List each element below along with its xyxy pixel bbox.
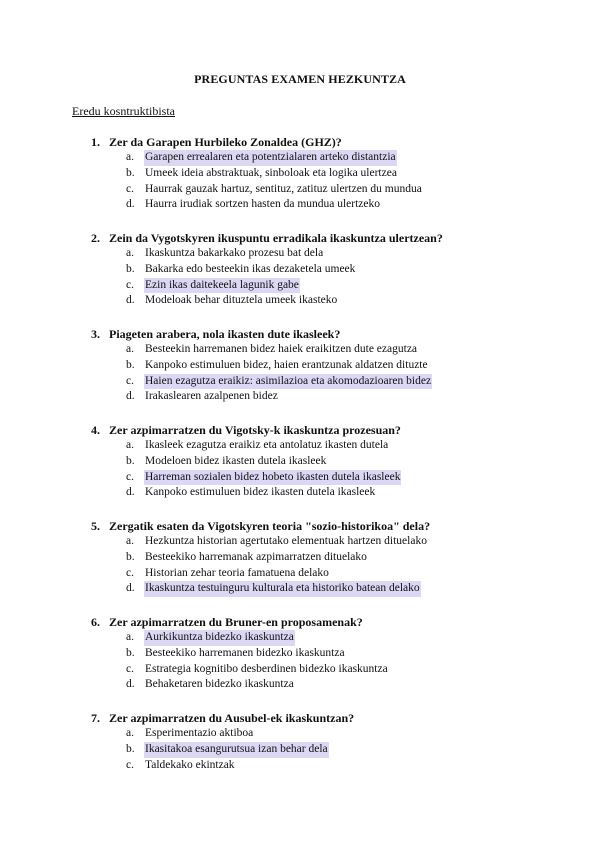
answer-option xyxy=(0,438,600,454)
answer-option xyxy=(0,646,600,662)
option-text: Taldekako ekintzak xyxy=(145,758,235,771)
answer-option xyxy=(0,550,600,566)
option-letter: c. xyxy=(126,182,134,195)
option-text: Behaketaren bidezko ikaskuntza xyxy=(145,678,294,691)
answer-option-highlighted xyxy=(0,374,600,390)
answer-option xyxy=(0,182,600,198)
question-4 xyxy=(0,422,600,501)
option-text: Harreman sozialen bidez hobeto ikasten dutela ikasleek xyxy=(144,470,401,486)
question-heading xyxy=(0,614,600,630)
answer-option-highlighted xyxy=(0,150,600,166)
option-text: Hezkuntza historian agertutako elementuak hartzen dituelako xyxy=(145,535,427,547)
option-letter: b. xyxy=(126,454,135,467)
question-heading xyxy=(0,422,600,438)
option-letter: c. xyxy=(126,374,134,387)
question-heading xyxy=(0,518,600,534)
document-title: PREGUNTAS EXAMEN HEZKUNTZA xyxy=(194,72,406,86)
option-text: Besteekiko harremanen bidezko ikaskuntza xyxy=(145,646,345,659)
option-letter: b. xyxy=(126,358,135,371)
option-text: Haien ezagutza eraikiz: asimilazioa eta akomodazioaren bidez xyxy=(144,374,432,390)
answer-option xyxy=(0,166,600,182)
option-text: Esperimentazio aktiboa xyxy=(145,727,254,739)
answer-options xyxy=(0,630,600,693)
option-letter: d. xyxy=(126,390,135,403)
question-2 xyxy=(0,230,600,309)
option-letter: d. xyxy=(126,582,135,595)
answer-option xyxy=(0,726,600,742)
answer-option xyxy=(0,342,600,358)
option-letter: a. xyxy=(126,631,134,643)
option-letter: a. xyxy=(126,727,134,739)
option-letter: a. xyxy=(126,439,134,451)
answer-option xyxy=(0,389,600,405)
option-text: Haurra irudiak sortzen hasten da mundua ulertzeko xyxy=(145,198,381,211)
option-letter: a. xyxy=(126,535,134,547)
option-text: Garapen errealaren eta potentzialaren arteko distantzia xyxy=(144,150,397,166)
option-text: Ikaskuntza testuinguru kulturala eta historiko batean delako xyxy=(144,581,421,597)
answer-option xyxy=(0,262,600,278)
question-text: Zein da Vygotskyren ikuspuntu erradikala ikaskuntza ulertzean? xyxy=(109,231,443,245)
option-text: Haurrak gauzak hartuz, sentituz, zatituz ulertzen du mundua xyxy=(145,182,422,195)
option-letter: b. xyxy=(126,646,135,659)
option-letter: c. xyxy=(126,566,134,579)
question-list xyxy=(0,134,600,790)
question-text: Piageten arabera, nola ikasten dute ikasleek? xyxy=(109,327,341,341)
answer-options xyxy=(0,726,600,773)
answer-options xyxy=(0,438,600,501)
option-text: Ikasitakoa esangurutsua izan behar dela xyxy=(144,742,329,758)
option-letter: b. xyxy=(126,742,135,755)
answer-option xyxy=(0,358,600,374)
option-letter: b. xyxy=(126,550,135,563)
option-text: Ikaskuntza bakarkako prozesu bat dela xyxy=(145,247,324,259)
option-letter: d. xyxy=(126,198,135,211)
answer-option-highlighted xyxy=(0,742,600,758)
question-number: 2. xyxy=(91,231,100,245)
answer-option-highlighted xyxy=(0,630,600,646)
answer-options xyxy=(0,150,600,213)
option-letter: d. xyxy=(126,294,135,307)
question-number: 7. xyxy=(91,711,100,725)
question-number: 5. xyxy=(91,519,100,533)
option-letter: d. xyxy=(126,678,135,691)
answer-option xyxy=(0,758,600,774)
question-heading xyxy=(0,326,600,342)
option-letter: a. xyxy=(126,151,134,163)
answer-option xyxy=(0,485,600,501)
answer-option-highlighted xyxy=(0,278,600,294)
question-heading xyxy=(0,230,600,246)
answer-option xyxy=(0,246,600,262)
answer-option xyxy=(0,293,600,309)
answer-option xyxy=(0,534,600,550)
question-text: Zer azpimarratzen du Ausubel-ek ikaskuntzan? xyxy=(109,711,355,725)
question-number: 3. xyxy=(91,327,100,341)
option-letter: a. xyxy=(126,247,134,259)
option-text: Kanpoko estimuluen bidez, haien erantzunak aldatzen dituzte xyxy=(145,358,428,371)
question-1 xyxy=(0,134,600,213)
answer-option xyxy=(0,197,600,213)
option-letter: c. xyxy=(126,278,134,291)
question-number: 6. xyxy=(91,615,100,629)
question-text: Zer azpimarratzen du Vigotsky-k ikaskuntza prozesuan? xyxy=(109,423,401,437)
option-letter: c. xyxy=(126,758,134,771)
answer-options xyxy=(0,534,600,597)
option-text: Ikasleek ezagutza eraikiz eta antolatuz ikasten dutela xyxy=(145,439,389,451)
option-text: Besteekin harremanen bidez haiek eraikitzen dute ezagutza xyxy=(145,343,418,355)
option-text: Bakarka edo besteekin ikas dezaketela umeek xyxy=(145,262,356,275)
question-6 xyxy=(0,614,600,693)
answer-options xyxy=(0,342,600,405)
question-number: 1. xyxy=(91,135,100,149)
question-text: Zer azpimarratzen du Bruner-en proposamenak? xyxy=(109,615,363,629)
option-text: Modeloen bidez ikasten dutela ikasleek xyxy=(145,454,327,467)
question-text: Zer da Garapen Hurbileko Zonaldea (GHZ)? xyxy=(109,135,342,149)
section-heading: Eredu kosntruktibista xyxy=(72,104,175,118)
question-7 xyxy=(0,710,600,773)
answer-option xyxy=(0,662,600,678)
question-5 xyxy=(0,518,600,597)
option-text: Kanpoko estimuluen bidez ikasten dutela ikasleek xyxy=(145,486,376,499)
option-letter: b. xyxy=(126,262,135,275)
option-text: Umeek ideia abstraktuak, sinboloak eta logika ulertzea xyxy=(145,166,397,179)
option-text: Aurkikuntza bidezko ikaskuntza xyxy=(144,630,295,646)
answer-option xyxy=(0,677,600,693)
question-heading xyxy=(0,710,600,726)
option-letter: a. xyxy=(126,343,134,355)
answer-option-highlighted xyxy=(0,581,600,597)
question-number: 4. xyxy=(91,423,100,437)
answer-option xyxy=(0,566,600,582)
answer-option xyxy=(0,454,600,470)
option-text: Estrategia kognitibo desberdinen bidezko ikaskuntza xyxy=(145,662,388,675)
option-text: Irakaslearen azalpenen bidez xyxy=(145,390,278,403)
option-letter: c. xyxy=(126,470,134,483)
question-text: Zergatik esaten da Vigotskyren teoria "sozio-historikoa" dela? xyxy=(109,519,431,533)
answer-options xyxy=(0,246,600,309)
option-text: Modeloak behar dituztela umeek ikasteko xyxy=(145,294,338,307)
option-letter: b. xyxy=(126,166,135,179)
answer-option-highlighted xyxy=(0,470,600,486)
option-text: Besteekiko harremanak azpimarratzen dituelako xyxy=(145,550,367,563)
option-text: Ezin ikas daitekeela lagunik gabe xyxy=(144,278,300,294)
question-heading xyxy=(0,134,600,150)
question-3 xyxy=(0,326,600,405)
option-text: Historian zehar teoria famatuena delako xyxy=(145,566,329,579)
option-letter: d. xyxy=(126,486,135,499)
option-letter: c. xyxy=(126,662,134,675)
